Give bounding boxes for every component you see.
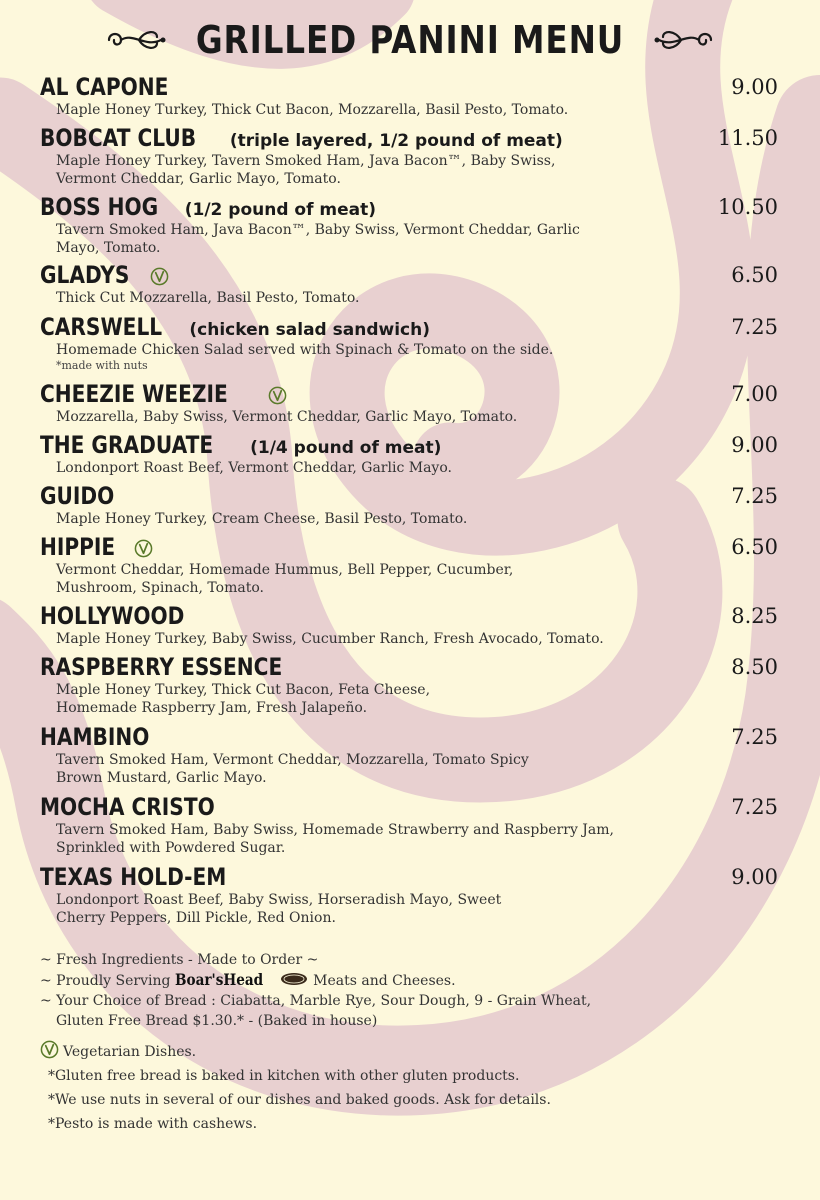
item-price: 8.50 — [731, 655, 778, 679]
item-price: 7.25 — [731, 484, 778, 508]
item-price: 8.25 — [731, 604, 778, 628]
menu-item-gladys — [40, 262, 780, 314]
menu-notes — [40, 1040, 780, 1136]
item-allergy-note: *made with nuts — [56, 359, 148, 372]
footer-bread-line: ~ Your Choice of Bread : Ciabatta, Marble Rye, Sour Dough, 9 - Grain Wheat, — [40, 993, 592, 1009]
footer-fresh-line: ~ Fresh Ingredients - Made to Order ~ — [40, 952, 319, 968]
menu-item-hollywood — [40, 603, 780, 654]
right-flourish-icon — [653, 28, 715, 52]
menu-item-bobcat-club — [40, 125, 780, 194]
item-price: 6.50 — [731, 263, 778, 287]
boars-head-logo: Boar'sHead — [174, 970, 264, 989]
boars-head-seal-icon — [279, 972, 309, 986]
item-price: 7.25 — [731, 795, 778, 819]
left-flourish-icon — [105, 28, 167, 52]
item-note: (1/4 pound of meat) — [250, 438, 442, 458]
item-description: Maple Honey Turkey, Thick Cut Bacon, Mozzarella, Basil Pesto, Tomato. — [56, 102, 569, 118]
menu-item-cheezie-weezie — [40, 381, 780, 432]
menu-item-hambino — [40, 724, 780, 794]
item-description: Maple Honey Turkey, Baby Swiss, Cucumber Ranch, Fresh Avocado, Tomato. — [56, 631, 604, 647]
item-name: AL CAPONE — [40, 73, 169, 101]
item-price: 11.50 — [717, 126, 778, 150]
vegetarian-legend-text: Vegetarian Dishes. — [63, 1044, 197, 1060]
item-note: (triple layered, 1/2 pound of meat) — [229, 131, 563, 151]
item-name: MOCHA CRISTO — [40, 793, 215, 821]
item-name: HAMBINO — [40, 723, 150, 751]
item-price: 7.25 — [731, 725, 778, 749]
menu-item-raspberry-essence — [40, 654, 780, 724]
item-price: 9.00 — [731, 433, 778, 457]
item-price: 9.00 — [731, 865, 778, 889]
item-description: Londonport Roast Beef, Vermont Cheddar, Garlic Mayo. — [56, 460, 452, 476]
menu-item-mocha-cristo — [40, 794, 780, 864]
menu-item-carswell — [40, 314, 780, 381]
footer-meats-text: Meats and Cheeses. — [313, 973, 456, 989]
item-description: Tavern Smoked Ham, Baby Swiss, Homemade Strawberry and Raspberry Jam, Sprinkled with Powdered Sugar. — [56, 822, 614, 856]
note-pesto: *Pesto is made with cashews. — [48, 1116, 258, 1132]
item-description: Tavern Smoked Ham, Java Bacon™, Baby Swiss, Vermont Cheddar, Garlic Mayo, Tomato. — [56, 222, 580, 256]
footer-gluten-free-line: Gluten Free Bread $1.30.* - (Baked in house) — [56, 1013, 378, 1029]
item-description: Thick Cut Mozzarella, Basil Pesto, Tomato. — [56, 290, 360, 306]
note-gluten: *Gluten free bread is baked in kitchen with other gluten products. — [48, 1068, 520, 1084]
menu-item-al-capone — [40, 74, 780, 125]
item-name: HIPPIE — [40, 533, 116, 561]
item-description: Tavern Smoked Ham, Vermont Cheddar, Mozzarella, Tomato Spicy Brown Mustard, Garlic Mayo. — [56, 752, 529, 786]
note-nuts: *We use nuts in several of our dishes and baked goods. Ask for details. — [48, 1092, 551, 1108]
vegetarian-legend — [40, 1040, 780, 1064]
item-note: (1/2 pound of meat) — [184, 200, 377, 220]
menu-item-the-graduate — [40, 432, 780, 483]
item-name: BOSS HOG — [40, 193, 159, 221]
menu-items — [40, 74, 780, 934]
item-description: Maple Honey Turkey, Thick Cut Bacon, Feta Cheese, Homemade Raspberry Jam, Fresh Jalapeño. — [56, 682, 431, 716]
menu-title: GRILLED PANINI MENU — [195, 18, 625, 62]
item-name: GLADYS — [40, 261, 130, 289]
vegetarian-icon — [134, 539, 153, 558]
item-price: 7.25 — [731, 315, 778, 339]
vegetarian-icon — [268, 386, 287, 405]
vegetarian-icon — [150, 267, 169, 286]
item-description: Mozzarella, Baby Swiss, Vermont Cheddar, Garlic Mayo, Tomato. — [56, 409, 518, 425]
item-price: 7.00 — [731, 382, 778, 406]
item-name: CARSWELL — [40, 313, 163, 341]
footer-boars-head-line — [40, 970, 780, 991]
title-row — [0, 18, 820, 68]
vegetarian-icon — [40, 1040, 59, 1059]
item-name: CHEEZIE WEEZIE — [40, 380, 228, 408]
item-name: TEXAS HOLD-EM — [40, 863, 227, 891]
item-price: 10.50 — [717, 195, 778, 219]
menu-item-hippie — [40, 534, 780, 603]
menu-item-boss-hog — [40, 194, 780, 262]
item-note: (chicken salad sandwich) — [189, 320, 430, 340]
menu-item-texas-hold-em — [40, 864, 780, 934]
menu-item-guido — [40, 483, 780, 534]
item-description: Homemade Chicken Salad served with Spinach & Tomato on the side. — [56, 342, 554, 358]
item-name: BOBCAT CLUB — [40, 124, 197, 152]
footer-serving-text: ~ Proudly Serving — [40, 973, 171, 989]
item-name: RASPBERRY ESSENCE — [40, 653, 283, 681]
item-name: GUIDO — [40, 482, 115, 510]
item-name: HOLLYWOOD — [40, 602, 185, 630]
item-description: Maple Honey Turkey, Cream Cheese, Basil Pesto, Tomato. — [56, 511, 468, 527]
item-name: THE GRADUATE — [40, 431, 214, 459]
item-price: 9.00 — [731, 75, 778, 99]
item-price: 6.50 — [731, 535, 778, 559]
item-description: Londonport Roast Beef, Baby Swiss, Horseradish Mayo, Sweet Cherry Peppers, Dill Pickle, Red Onion. — [56, 892, 502, 926]
item-description: Vermont Cheddar, Homemade Hummus, Bell Pepper, Cucumber, Mushroom, Spinach, Tomato. — [56, 562, 514, 596]
menu-footer — [40, 950, 780, 1031]
item-description: Maple Honey Turkey, Tavern Smoked Ham, Java Bacon™, Baby Swiss, Vermont Cheddar, Garlic Mayo, Tomato. — [56, 153, 556, 187]
